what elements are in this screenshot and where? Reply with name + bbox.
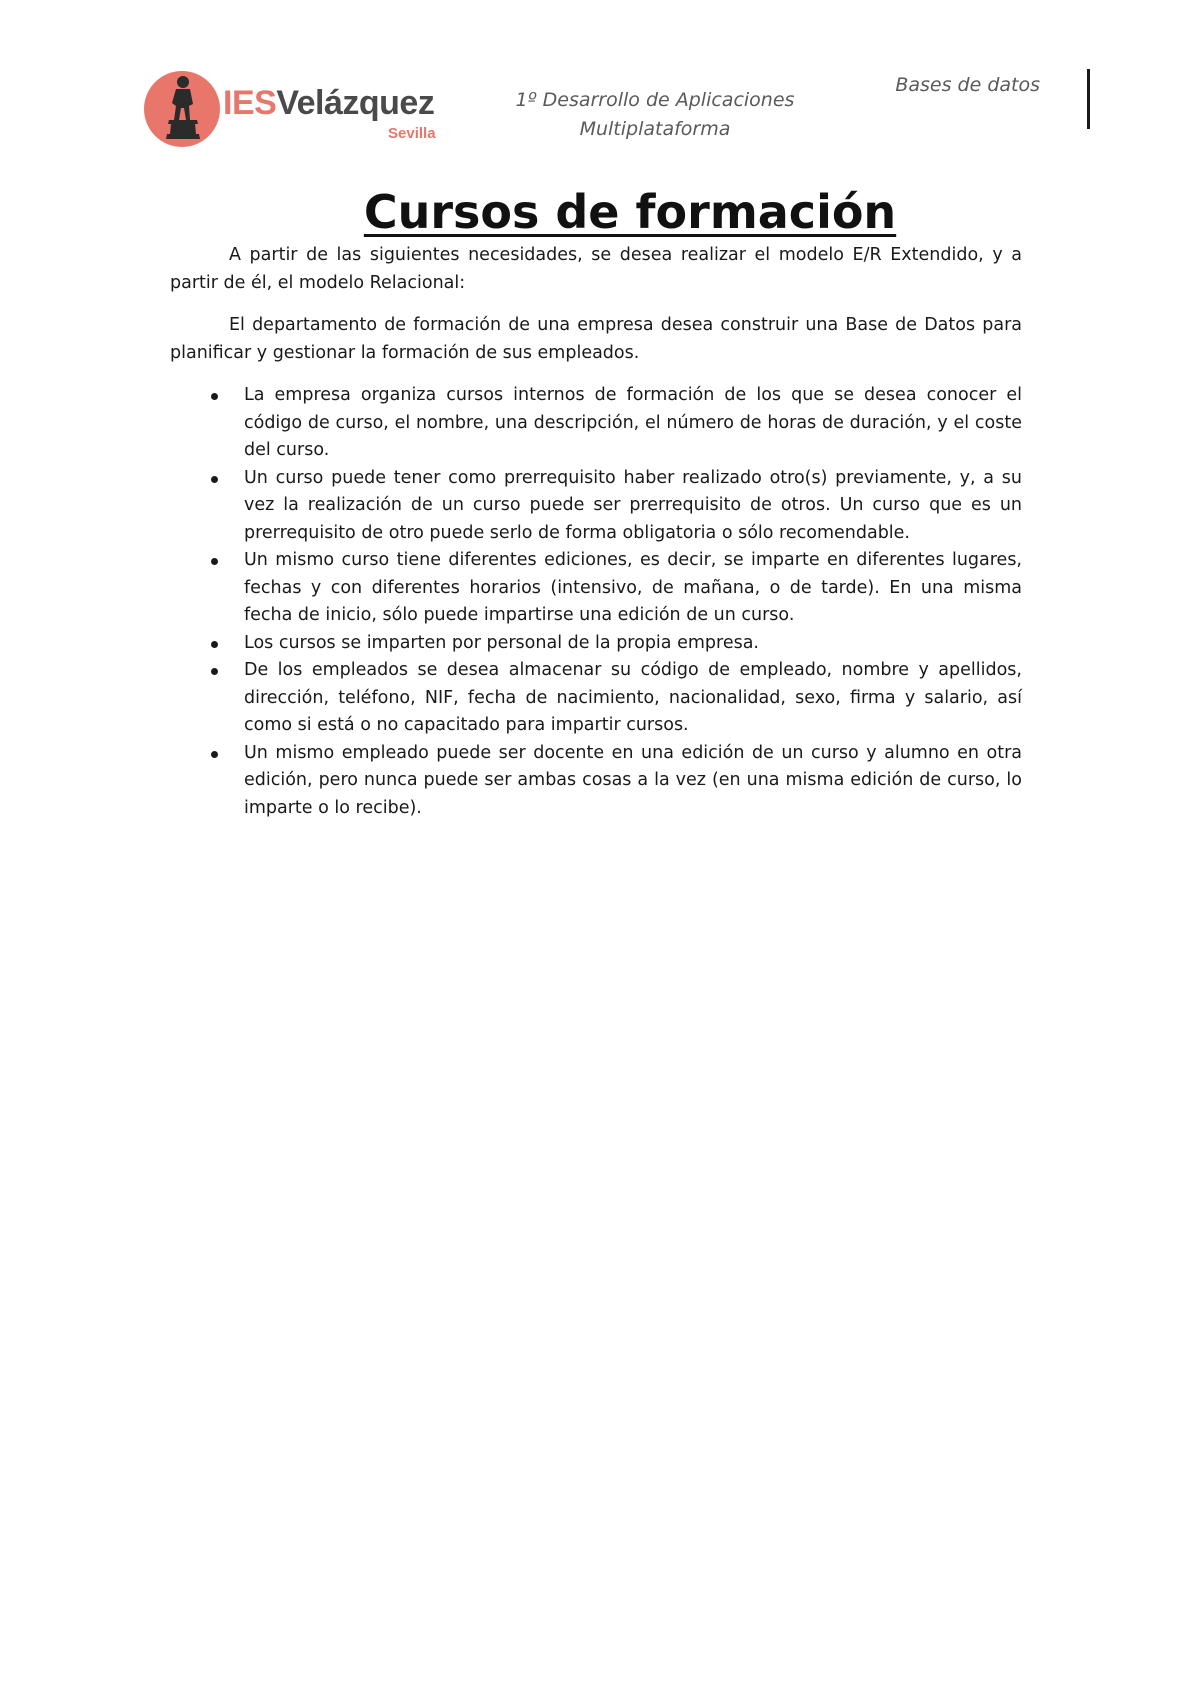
bullet-icon [211, 558, 218, 565]
course-line-1: 1º Desarrollo de Aplicaciones [515, 89, 795, 111]
intro-paragraph: A partir de las siguientes necesidades, se desea realizar el modelo E/R Extendido, y a partir de él, el modelo Relacional: [170, 245, 1022, 293]
list-item-text: Un mismo empleado puede ser docente en una edición de un curso y alumno en otra edición, pero nunca puede ser ambas cosas a la vez (en una misma edición de curso, lo imparte o lo recibe). [244, 742, 1022, 818]
list-item [170, 382, 1022, 465]
list-item [170, 657, 1022, 740]
course-line-2: Multiplataforma [579, 118, 731, 140]
bullet-icon [211, 476, 218, 483]
list-item [170, 465, 1022, 548]
school-logo [143, 70, 463, 154]
list-item [170, 547, 1022, 630]
list-item-text: Un mismo curso tiene diferentes ediciones, es decir, se imparte en diferentes lugares, fechas y con diferentes horarios (intensivo, de mañana, o de tarde). En una misma fecha de inicio, sólo puede impartirse una edición de un curso. [244, 550, 1022, 625]
list-item-text: La empresa organiza cursos internos de formación de los que se desea conocer el código de curso, el nombre, una descripción, el número de horas de duración, y el coste del curso. [244, 385, 1022, 460]
subject-name: Bases de datos [895, 74, 1040, 96]
header-divider [1087, 69, 1090, 129]
list-item [170, 740, 1022, 823]
list-item-text: Un curso puede tener como prerrequisito haber realizado otro(s) previamente, y, a su vez la realización de un curso puede ser prerrequisito de otros. Un curso que es un prerrequisito de otro puede serlo de forma obligatoria o sólo recomendable. [244, 467, 1022, 543]
statue-logo-icon [143, 70, 221, 148]
bullet-icon [211, 751, 218, 758]
logo-wordmark [223, 86, 434, 120]
logo-city: Sevilla [388, 125, 436, 142]
course-name [490, 86, 820, 144]
requirements-list [170, 382, 1022, 822]
list-item-text: Los cursos se imparten por personal de la propia empresa. [244, 632, 759, 653]
bullet-icon [211, 641, 218, 648]
logo-name-text: Velázquez [276, 84, 435, 122]
bullet-icon [211, 668, 218, 675]
logo-ies-text: IES [223, 84, 277, 122]
page-title: Cursos de formación [363, 185, 897, 239]
bullet-icon [211, 393, 218, 400]
document-body [170, 242, 1022, 822]
list-item [170, 630, 1022, 658]
list-item-text: De los empleados se desea almacenar su código de empleado, nombre y apellidos, dirección, teléfono, NIF, fecha de nacimiento, nacionalidad, sexo, firma y salario, así como si está o no capacitado para impartir cursos. [244, 660, 1022, 735]
context-paragraph: El departamento de formación de una empresa desea construir una Base de Datos para planificar y gestionar la formación de sus empleados. [170, 315, 1022, 363]
